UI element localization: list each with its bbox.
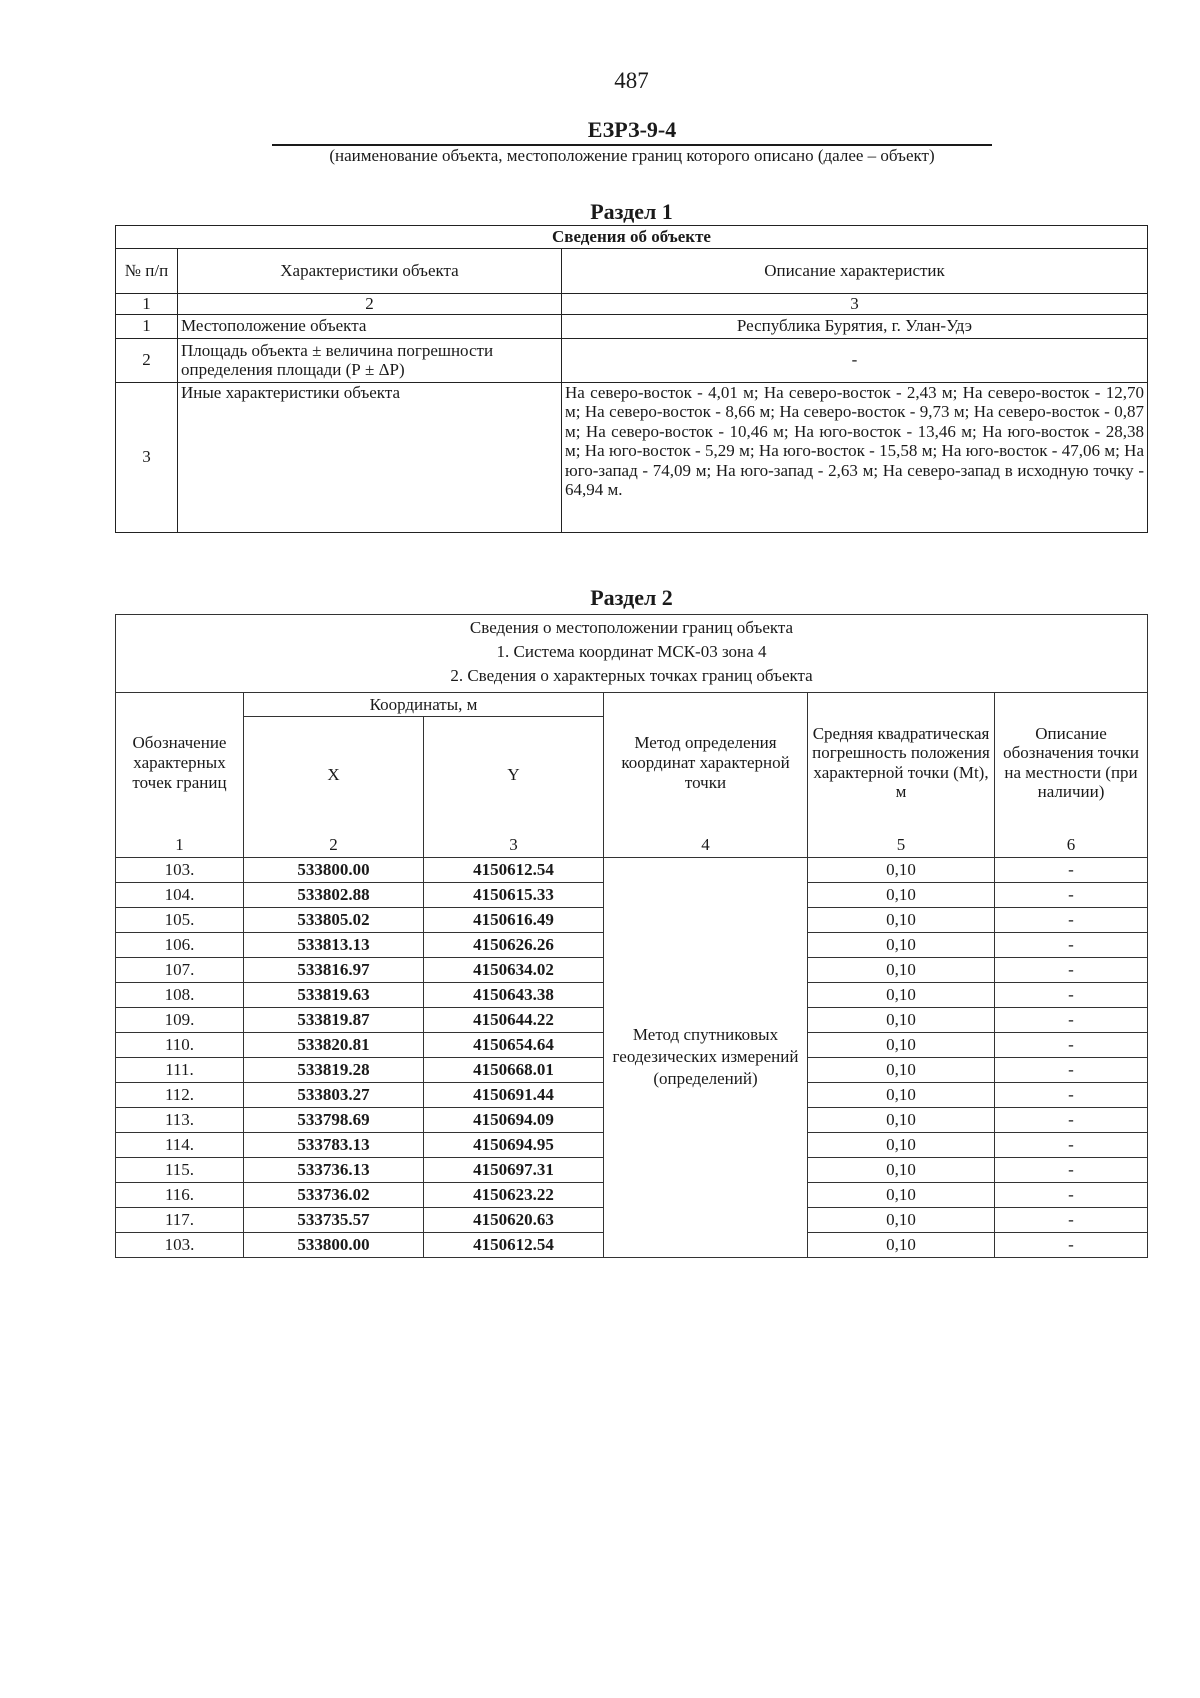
- header-line: 2. Сведения о характерных точках границ объекта: [450, 666, 813, 685]
- row-number: 3: [116, 382, 178, 532]
- header-line: 1. Система координат МСК-03 зона 4: [496, 642, 767, 661]
- column-number: 3: [562, 294, 1148, 315]
- x-coordinate: 533798.69: [244, 1107, 424, 1132]
- table-row: [116, 314, 1148, 338]
- point-label: 104.: [116, 882, 244, 907]
- y-coordinate: 4150612.54: [424, 1232, 604, 1257]
- column-header-point: Обозначение характерных точек границ: [116, 693, 244, 833]
- point-description: -: [995, 907, 1148, 932]
- point-label: 116.: [116, 1182, 244, 1207]
- point-label: 109.: [116, 1007, 244, 1032]
- y-coordinate: 4150612.54: [424, 857, 604, 882]
- row-value: Республика Бурятия, г. Улан-Удэ: [562, 314, 1148, 338]
- point-label: 111.: [116, 1057, 244, 1082]
- mt-error: 0,10: [808, 982, 995, 1007]
- y-coordinate: 4150615.33: [424, 882, 604, 907]
- point-label: 110.: [116, 1032, 244, 1057]
- y-coordinate: 4150691.44: [424, 1082, 604, 1107]
- x-coordinate: 533802.88: [244, 882, 424, 907]
- table-row: [116, 338, 1148, 382]
- point-description: -: [995, 957, 1148, 982]
- column-header-error: Средняя квадратическая погрешность положения характерной точки (Mt), м: [808, 693, 995, 833]
- column-header-x: X: [244, 717, 424, 833]
- x-coordinate: 533816.97: [244, 957, 424, 982]
- y-coordinate: 4150616.49: [424, 907, 604, 932]
- y-coordinate: 4150668.01: [424, 1057, 604, 1082]
- point-label: 108.: [116, 982, 244, 1007]
- row-value: -: [562, 338, 1148, 382]
- mt-error: 0,10: [808, 1032, 995, 1057]
- x-coordinate: 533736.13: [244, 1157, 424, 1182]
- column-number: 1: [116, 833, 244, 858]
- header-line: Сведения о местоположении границ объекта: [469, 618, 794, 637]
- row-number: 2: [116, 338, 178, 382]
- column-header-method: Метод определения координат характерной точки: [604, 693, 808, 833]
- object-caption: (наименование объекта, местоположение границ которого описано (далее – объект): [329, 146, 935, 165]
- column-header-characteristic: Характеристики объекта: [178, 249, 562, 294]
- point-description: -: [995, 1007, 1148, 1032]
- point-label: 117.: [116, 1207, 244, 1232]
- y-coordinate: 4150643.38: [424, 982, 604, 1007]
- row-value: На северо-восток - 4,01 м; На северо-восток - 2,43 м; На северо-восток - 12,70 м; На северо-восток - 8,66 м; На северо-восток - 9,73 м; На северо-восток - 0,87 м; На северо-восток - 10,46 м; На юго-восток - 13,46 м; На юго-восток - 28,38 м; На юго-восток - 5,29 м; На юго-восток - 15,58 м; На юго-восток - 47,06 м; На юго-запад - 74,09 м; На юго-запад - 2,63 м; На северо-запад в исходную точку - 64,94 м.: [562, 382, 1148, 532]
- y-coordinate: 4150626.26: [424, 932, 604, 957]
- point-label: 106.: [116, 932, 244, 957]
- table-row: [116, 382, 1148, 532]
- point-label: 103.: [116, 857, 244, 882]
- section2-title: Раздел 2: [590, 585, 673, 610]
- object-info-table: [115, 225, 1148, 533]
- point-label: 103.: [116, 1232, 244, 1257]
- mt-error: 0,10: [808, 1182, 995, 1207]
- point-description: -: [995, 1107, 1148, 1132]
- mt-error: 0,10: [808, 907, 995, 932]
- section1-title: Раздел 1: [590, 199, 673, 224]
- x-coordinate: 533735.57: [244, 1207, 424, 1232]
- boundary-points-table: [115, 614, 1148, 1258]
- row-characteristic: Иные характеристики объекта: [178, 382, 562, 532]
- row-characteristic: Площадь объекта ± величина погрешности определения площади (Р ± ΔР): [178, 338, 562, 382]
- method-description: Метод спутниковых геодезических измерений (определений): [604, 857, 808, 1257]
- column-header-description: Описание характеристик: [562, 249, 1148, 294]
- y-coordinate: 4150620.63: [424, 1207, 604, 1232]
- column-number: 6: [995, 833, 1148, 858]
- x-coordinate: 533803.27: [244, 1082, 424, 1107]
- point-description: -: [995, 1132, 1148, 1157]
- mt-error: 0,10: [808, 932, 995, 957]
- column-header-coordinates: Координаты, м: [244, 693, 604, 717]
- table-row: [116, 857, 1148, 882]
- table-header: [116, 615, 1148, 693]
- row-characteristic: Местоположение объекта: [178, 314, 562, 338]
- point-description: -: [995, 1057, 1148, 1082]
- y-coordinate: 4150694.95: [424, 1132, 604, 1157]
- point-label: 107.: [116, 957, 244, 982]
- x-coordinate: 533819.28: [244, 1057, 424, 1082]
- object-name: ЕЗРЗ-9-4: [272, 117, 992, 146]
- y-coordinate: 4150697.31: [424, 1157, 604, 1182]
- x-coordinate: 533820.81: [244, 1032, 424, 1057]
- point-label: 114.: [116, 1132, 244, 1157]
- mt-error: 0,10: [808, 1057, 995, 1082]
- column-number: 2: [244, 833, 424, 858]
- point-description: -: [995, 1032, 1148, 1057]
- table-title: Сведения об объекте: [116, 226, 1148, 249]
- x-coordinate: 533800.00: [244, 1232, 424, 1257]
- mt-error: 0,10: [808, 1107, 995, 1132]
- point-label: 105.: [116, 907, 244, 932]
- y-coordinate: 4150644.22: [424, 1007, 604, 1032]
- column-number: 5: [808, 833, 995, 858]
- x-coordinate: 533736.02: [244, 1182, 424, 1207]
- mt-error: 0,10: [808, 1232, 995, 1257]
- mt-error: 0,10: [808, 1207, 995, 1232]
- point-description: -: [995, 982, 1148, 1007]
- mt-error: 0,10: [808, 882, 995, 907]
- mt-error: 0,10: [808, 1082, 995, 1107]
- column-number: 4: [604, 833, 808, 858]
- point-description: -: [995, 1157, 1148, 1182]
- mt-error: 0,10: [808, 1157, 995, 1182]
- row-number: 1: [116, 314, 178, 338]
- y-coordinate: 4150634.02: [424, 957, 604, 982]
- page-number: 487: [614, 68, 649, 93]
- point-description: -: [995, 882, 1148, 907]
- point-description: -: [995, 1082, 1148, 1107]
- point-label: 112.: [116, 1082, 244, 1107]
- point-description: -: [995, 1232, 1148, 1257]
- x-coordinate: 533800.00: [244, 857, 424, 882]
- y-coordinate: 4150694.09: [424, 1107, 604, 1132]
- y-coordinate: 4150623.22: [424, 1182, 604, 1207]
- x-coordinate: 533813.13: [244, 932, 424, 957]
- point-description: -: [995, 932, 1148, 957]
- column-header-y: Y: [424, 717, 604, 833]
- column-header-description: Описание обозначения точки на местности (при наличии): [995, 693, 1148, 833]
- column-header-number: № п/п: [116, 249, 178, 294]
- mt-error: 0,10: [808, 957, 995, 982]
- point-label: 113.: [116, 1107, 244, 1132]
- point-label: 115.: [116, 1157, 244, 1182]
- point-description: -: [995, 1182, 1148, 1207]
- mt-error: 0,10: [808, 857, 995, 882]
- column-number: 2: [178, 294, 562, 315]
- mt-error: 0,10: [808, 1132, 995, 1157]
- column-number: 1: [116, 294, 178, 315]
- x-coordinate: 533819.87: [244, 1007, 424, 1032]
- y-coordinate: 4150654.64: [424, 1032, 604, 1057]
- point-description: -: [995, 857, 1148, 882]
- x-coordinate: 533805.02: [244, 907, 424, 932]
- x-coordinate: 533819.63: [244, 982, 424, 1007]
- mt-error: 0,10: [808, 1007, 995, 1032]
- x-coordinate: 533783.13: [244, 1132, 424, 1157]
- column-number: 3: [424, 833, 604, 858]
- point-description: -: [995, 1207, 1148, 1232]
